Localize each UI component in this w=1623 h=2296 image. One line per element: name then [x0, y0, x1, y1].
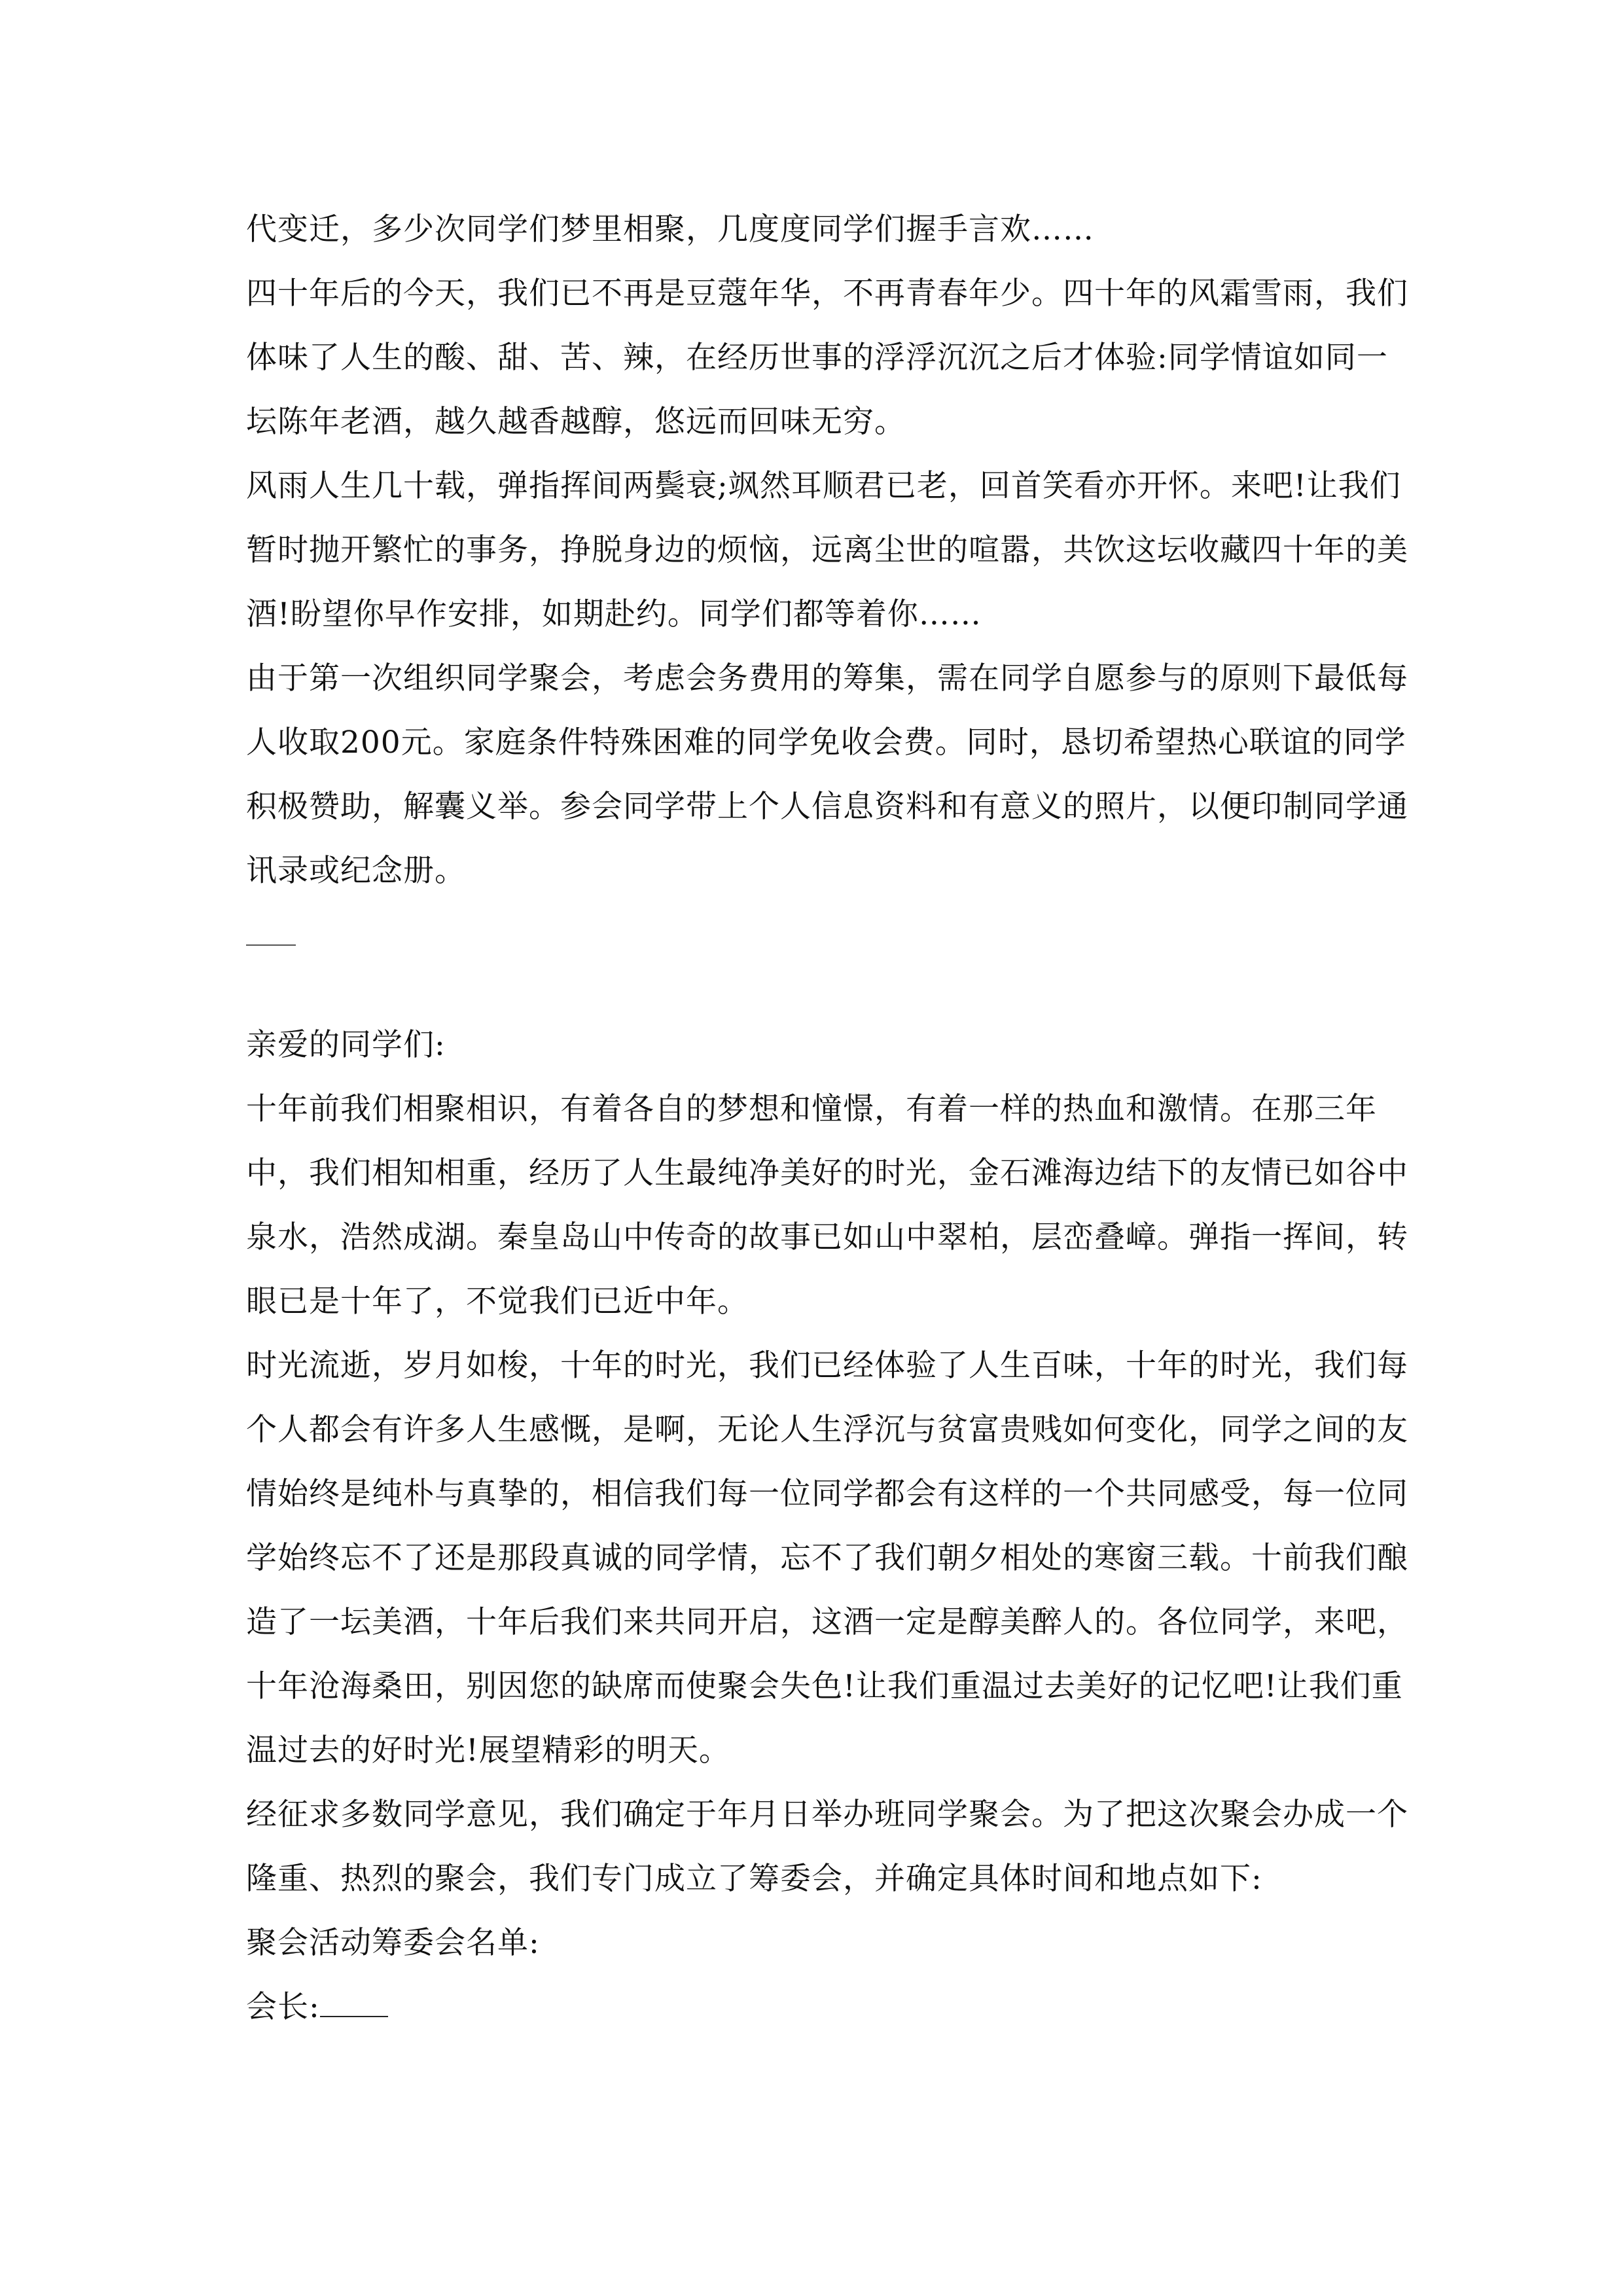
paragraph: 十年前我们相聚相识，有着各自的梦想和憧憬，有着一样的热血和激情。在那三年中，我们相知相重，经历了人生最纯净美好的时光，金石滩海边结下的友情已如谷中泉水，浩然成湖。秦皇岛山中传奇的故事已如山中翠柏，层峦叠嶂。弹指一挥间，转眼已是十年了，不觉我们已近中年。: [246, 1091, 1408, 1319]
paragraph: 时光流逝，岁月如梭，十年的时光，我们已经体验了人生百味，十年的时光，我们每个人都会有许多人生感慨，是啊，无论人生浮沉与贫富贵贱如何变化，同学之间的友情始终是纯朴与真挚的，相信我们每一位同学都会有这样的一个共同感受，每一位同学始终忘不了还是那段真诚的同学情，忘不了我们朝夕相处的寒窗三载。十前我们酿造了一坛美酒，十年后我们来共同开启，这酒一定是醇美醉人的。各位同学，来吧，十年沧海桑田，别因您的缺席而使聚会失色!让我们重温过去美好的记忆吧!让我们重温过去的好时光!展望精彩的明天。: [246, 1348, 1408, 1768]
paragraph: 代变迁，多少次同学们梦里相聚，几度度同学们握手言欢……: [246, 211, 1094, 247]
chair-blank: [320, 1990, 388, 2017]
section-one: [246, 198, 1418, 903]
chair-line: [246, 1975, 1418, 2039]
chair-label: 会长:: [246, 1989, 320, 2025]
paragraph: 由于第一次组织同学聚会，考虑会务费用的筹集，需在同学自愿参与的原则下最低每人收取200元。家庭条件特殊困难的同学免收会费。同时，恳切希望热心联谊的同学积极赞助，解囊义举。参会同学带上个人信息资料和有意义的照片，以便印制同学通讯录或纪念册。: [246, 660, 1408, 889]
section-two: [246, 1013, 1418, 2039]
salutation: 亲爱的同学们:: [246, 1027, 446, 1063]
paragraph: 风雨人生几十载，弹指挥间两鬓衰;飒然耳顺君已老，回首笑看亦开怀。来吧!让我们暂时抛开繁忙的事务，挣脱身边的烦恼，远离尘世的喧嚣，共饮这坛收藏四十年的美酒!盼望你早作安排，如期赴约。同学们都等着你……: [246, 468, 1408, 632]
paragraph: 聚会活动筹委会名单:: [246, 1925, 540, 1961]
section-divider: [246, 944, 296, 946]
paragraph: 经征求多数同学意见，我们确定于年月日举办班同学聚会。为了把这次聚会办成一个隆重、热烈的聚会，我们专门成立了筹委会，并确定具体时间和地点如下:: [246, 1797, 1408, 1897]
paragraph: 四十年后的今天，我们已不再是豆蔻年华，不再青春年少。四十年的风霜雪雨，我们体味了人生的酸、甜、苦、辣，在经历世事的浮浮沉沉之后才体验:同学情谊如同一坛陈年老酒，越久越香越醇，悠远而回味无穷。: [246, 276, 1408, 440]
